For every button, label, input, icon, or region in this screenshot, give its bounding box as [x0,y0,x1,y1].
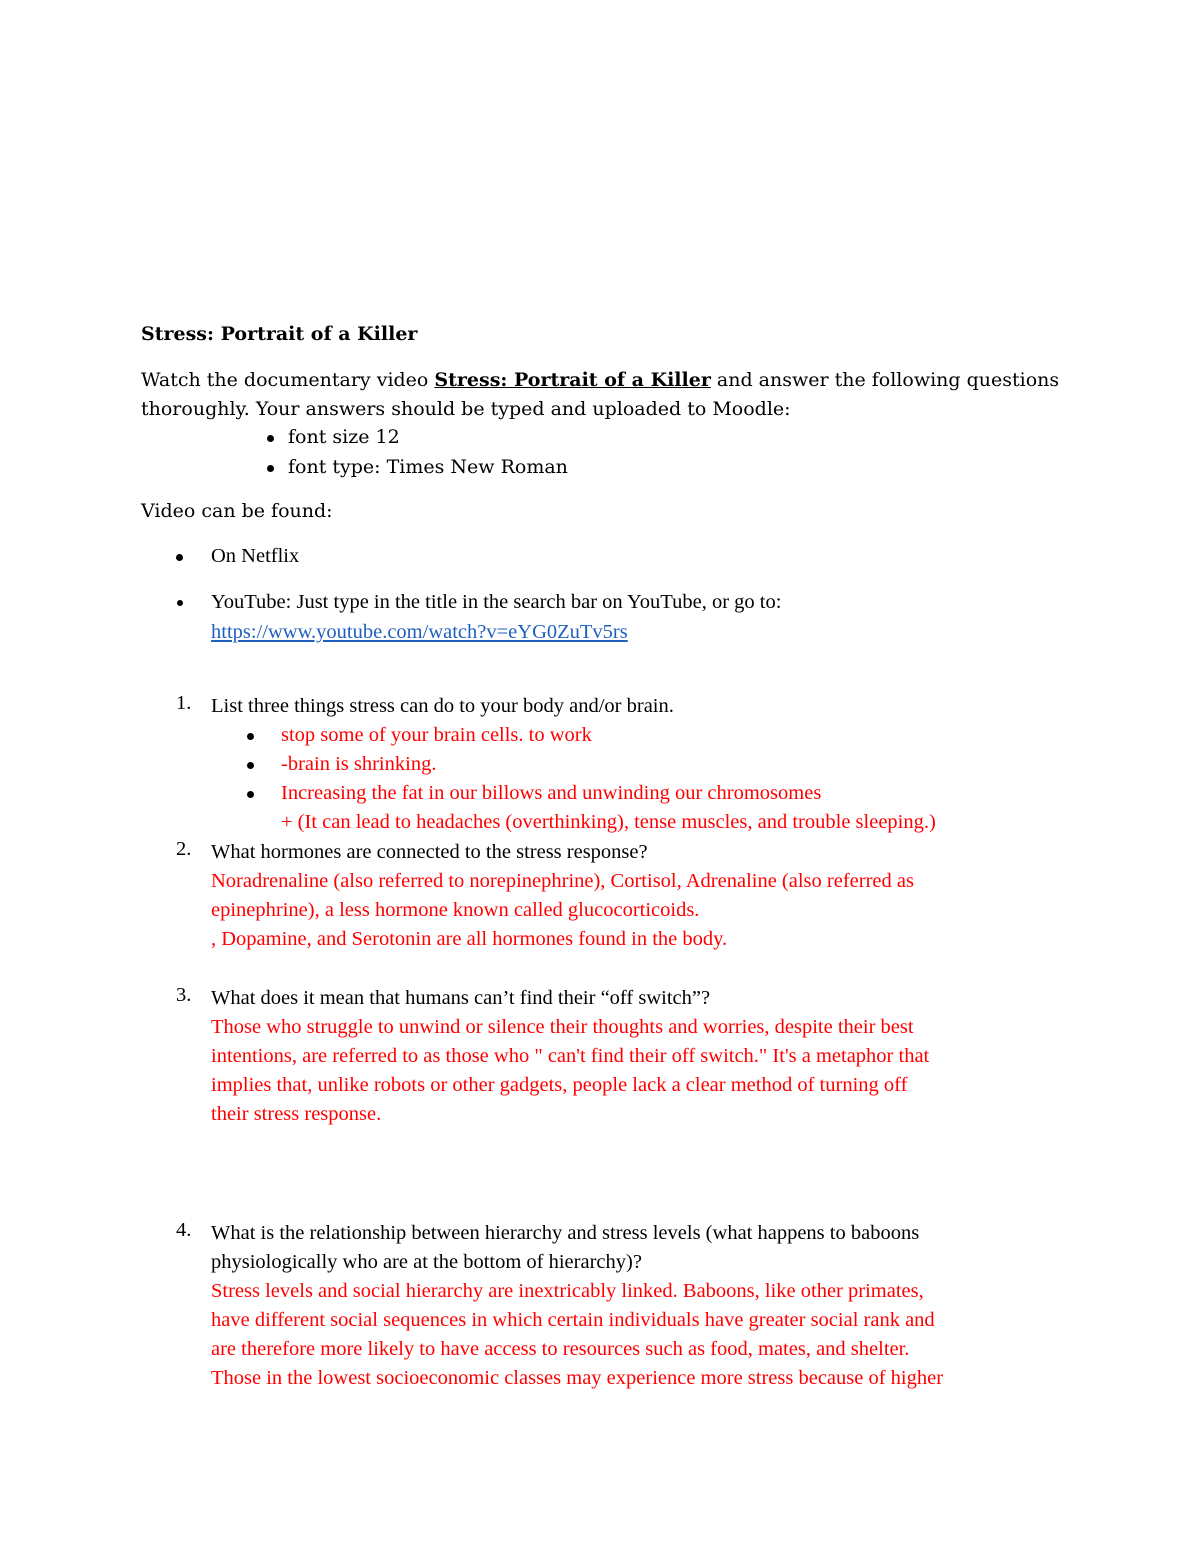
intro-line-2: thoroughly. Your answers should be typed and uploaded to Moodle: [141,398,791,420]
question-2-answer-line: , Dopamine, and Serotonin are all hormones found in the body. [211,928,728,950]
requirement-item: font type: Times New Roman [288,456,568,478]
question-4-answer-line: have different social sequences in which certain individuals have greater social rank and [211,1309,935,1331]
bullet-icon [267,435,274,442]
question-3-answer-line: Those who struggle to unwind or silence their thoughts and worries, despite their best [211,1016,914,1038]
question-2-answer-line: Noradrenaline (also referred to norepinephrine), Cortisol, Adrenaline (also referred as [211,870,914,892]
question-2-text: What hormones are connected to the stress response? [211,841,648,863]
question-3-answer-line: their stress response. [211,1103,382,1125]
question-1-text: List three things stress can do to your body and/or brain. [211,695,674,717]
question-number: 4. [176,1219,192,1241]
question-1-answer: stop some of your brain cells. to work [281,724,592,746]
question-3-answer-line: implies that, unlike robots or other gadgets, people lack a clear method of turning off [211,1074,908,1096]
youtube-link[interactable]: https://www.youtube.com/watch?v=eYG0ZuTv5rs [211,621,628,643]
intro-line-1 [141,369,1059,391]
source-youtube: YouTube: Just type in the title in the search bar on YouTube, or go to: [211,591,782,613]
question-4-text: What is the relationship between hierarchy and stress levels (what happens to baboons [211,1222,920,1244]
question-number: 3. [176,984,192,1006]
question-4-answer-line: Those in the lowest socioeconomic classes may experience more stress because of higher [211,1367,944,1389]
question-number: 2. [176,838,192,860]
bullet-icon [247,791,254,798]
source-netflix: On Netflix [211,545,300,567]
question-2-answer-line: epinephrine), a less hormone known called glucocorticoids. [211,899,700,921]
bullet-icon [177,600,183,606]
question-3-text: What does it mean that humans can’t find their “off switch”? [211,987,711,1009]
question-4-answer-line: Stress levels and social hierarchy are inextricably linked. Baboons, like other primates, [211,1280,924,1302]
document-title: Stress: Portrait of a Killer [141,323,418,345]
bullet-icon [247,762,254,769]
question-1-answer: -brain is shrinking. [281,753,437,775]
bullet-icon [176,554,183,561]
requirement-item: font size 12 [288,426,400,448]
question-4-text: physiologically who are at the bottom of hierarchy)? [211,1251,642,1273]
question-number: 1. [176,692,192,714]
question-3-answer-line: intentions, are referred to as those who " can't find their off switch." It's a metaphor that [211,1045,930,1067]
question-1-answer-extra: + (It can lead to headaches (overthinking), tense muscles, and trouble sleeping.) [281,811,936,833]
question-1-answer: Increasing the fat in our billows and unwinding our chromosomes [281,782,822,804]
video-title-emphasis: Stress: Portrait of a Killer [434,369,711,391]
video-location-label: Video can be found: [141,500,333,522]
bullet-icon [267,465,274,472]
question-4-answer-line: are therefore more likely to have access to resources such as food, mates, and shelter. [211,1338,910,1360]
bullet-icon [247,733,254,740]
intro-text: Watch the documentary video [141,369,435,391]
intro-text: and answer the following questions [710,369,1060,391]
